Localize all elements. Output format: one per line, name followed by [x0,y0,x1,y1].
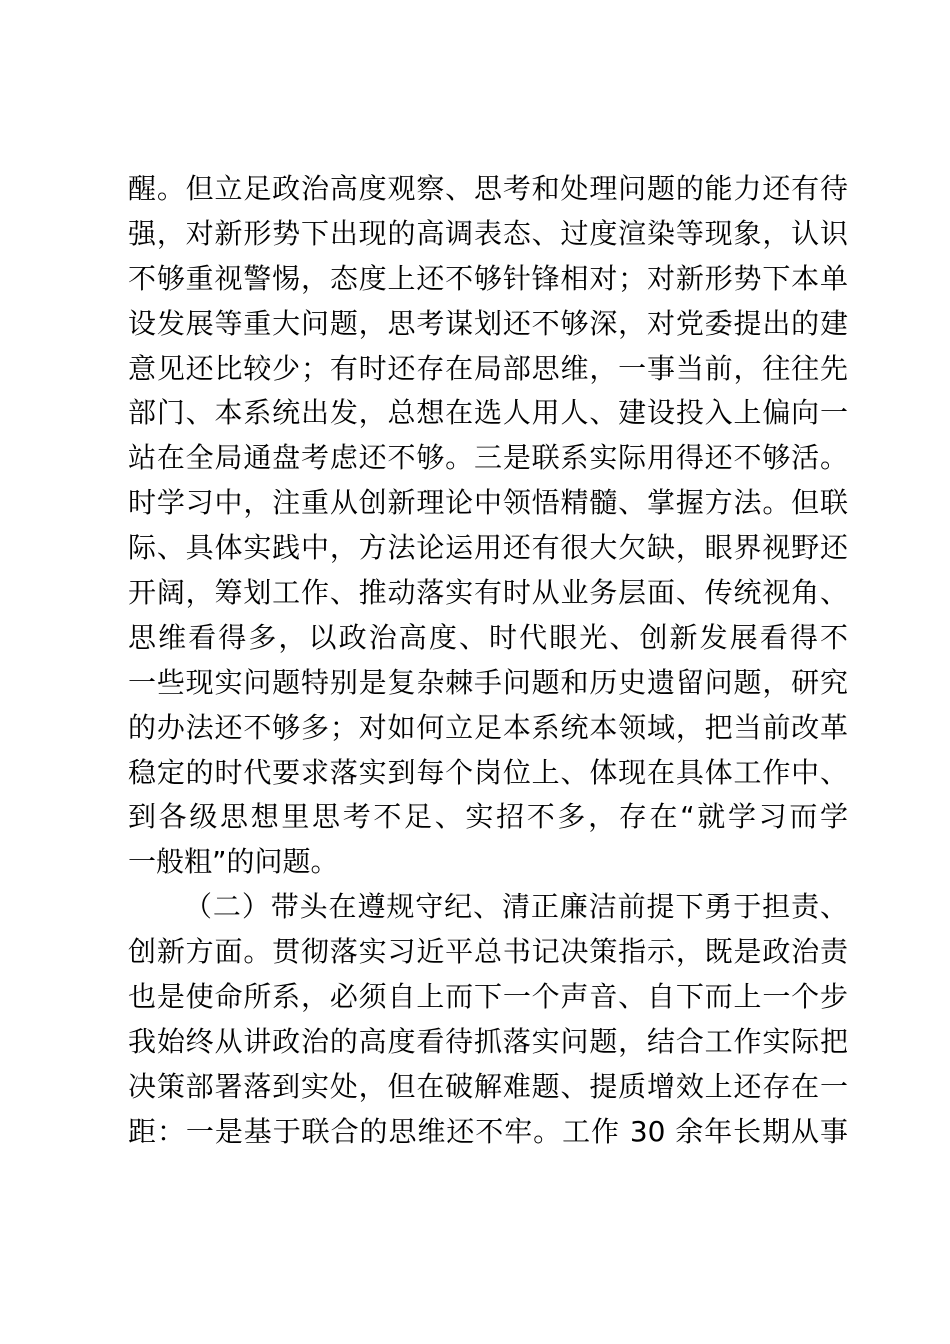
text-line: 醒。但立足政治高度观察、思考和处理问题的能力还有待 [128,172,848,205]
text-line: 也是使命所系，必须自上而下一个声音、自下而上一个步 [128,980,848,1014]
body-text [128,167,848,1155]
text-line: 时学习中，注重从创新理论中领悟精髓、掌握方法。但联 [128,486,848,520]
text-line: 一般粗”的问题。 [128,845,339,879]
text-line: 设发展等重大问题，思考谋划还不够深，对党委提出的建 [128,306,848,340]
text-line: 际、具体实践中，方法论运用还有很大欠缺，眼界视野还 [128,531,848,565]
text-line: 开阔，筹划工作、推动落实有时从业务层面、传统视角、 [128,576,848,610]
text-line: 决策部署落到实处，但在破解难题、提质增效上还存在一 [128,1069,848,1103]
text-line: 我始终从讲政治的高度看待抓落实问题，结合工作实际把 [128,1024,848,1058]
text-line: 思维看得多，以政治高度、时代眼光、创新发展看得不 [128,620,848,654]
text-line: 稳定的时代要求落实到每个岗位上、体现在具体工作中、 [128,755,848,789]
text-line: 意见还比较少；有时还存在局部思维，一事当前，往往先 [128,351,848,385]
text-line: 距：一是基于联合的思维还不牢。工作 30 余年长期从事 [128,1114,848,1148]
text-line: 站在全局通盘考虑还不够。三是联系实际用得还不够活。 [128,441,848,475]
text-line: 一些现实问题特别是复杂棘手问题和历史遗留问题，研究 [128,665,848,699]
text-line: 强，对新形势下出现的高调表态、过度渲染等现象，认识 [128,216,848,250]
text-line: 创新方面。贯彻落实习近平总书记决策指示，既是政治责 [128,935,848,969]
text-line: 到各级思想里思考不足、实招不多，存在“就学习而学 [128,800,848,834]
text-line: 的办法还不够多；对如何立足本系统本领域，把当前改革 [128,710,848,744]
text-line: 不够重视警惕，态度上还不够针锋相对；对新形势下本单 [128,261,848,295]
text-line: 部门、本系统出发，总想在选人用人、建设投入上偏向一 [128,396,848,430]
section-heading-line: （二）带头在遵规守纪、清正廉洁前提下勇于担责、 [184,890,848,924]
